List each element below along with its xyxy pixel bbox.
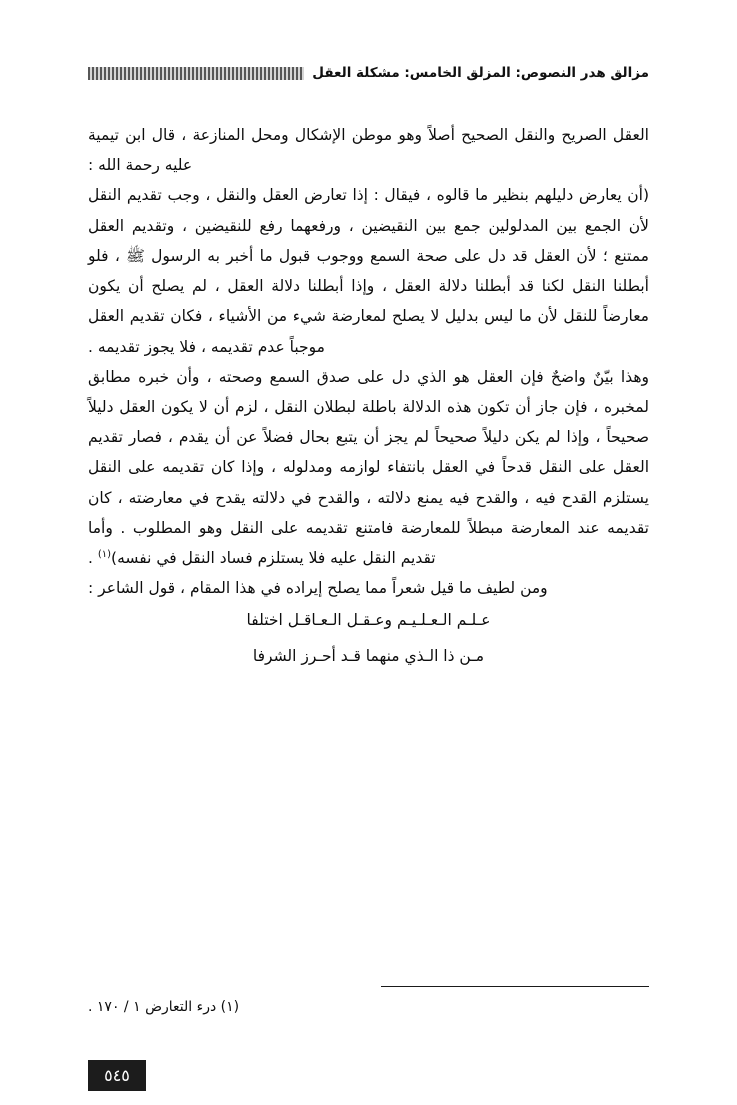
verse-line-1: عـلـم الـعـلـيـم وعـقـل الـعـاقـل اختلفا [246, 610, 491, 629]
footnote-separator [381, 986, 649, 987]
page-number-badge: ٥٤٥ [88, 1060, 146, 1091]
paragraph-poetry-intro: ومن لطيف ما قيل شعراً مما يصلح إيراده في هذا المقام ، قول الشاعر : [88, 579, 548, 598]
page-content [88, 120, 649, 673]
paragraph-comment [88, 362, 649, 574]
page-header [88, 62, 649, 84]
page-header-title: مزالق هدر النصوص: المزلق الخامس: مشكلة العقل [312, 65, 649, 81]
footnote-text: (١) درء التعارض ١ / ١٧٠ . [88, 999, 240, 1015]
footnote-marker: (١) [97, 548, 112, 560]
paragraph-intro: العقل الصريح والنقل الصحيح أصلاً وهو موطن الإشكال ومحل المنازعة ، قال ابن تيمية عليه رحمة الله : [88, 126, 649, 175]
footnote-area [88, 986, 649, 1015]
comment-text: وهذا بيّنٌ واضحٌ فإن العقل هو الذي دل على صدق السمع وصحته ، وأن خبره مطابق لمخبره ، فإن جاز أن تكون هذه الدلالة باطلة لبطلان النقل ، لزم أن لا يكون العقل دليلاً صحيحاً ، وإذا لم يكن دليلاً صحيحاً لم يجز أن يتبع بحال فضلاً عن أن يقدم ، فصار تقديم العقل على النقل قدحاً في العقل بانتفاء لوازمه ومدلوله ، وإذا كان تقديمه على النقل يستلزم القدح فيه ، والقدح فيه يمنع دلالته ، والقدح في دلالته يقدح في معارضته ، كان تقديمه عند المعارضة مبطلاً للمعارضة فامتنع تقديمه على النقل وهو المطلوب . وأما تقديم النقل عليه فلا يستلزم فساد النقل في نفسه) [88, 367, 649, 568]
comment-end: . [88, 549, 98, 568]
verse-line-2: مـن ذا الـذي منهما قـد أحـرز الشرفا [252, 647, 485, 666]
paragraph-quote: (أن يعارض دليلهم بنظير ما قالوه ، فيقال : إذا تعارض العقل والنقل ، وجب تقديم النقل لأن الجمع بين المدلولين جمع بين النقيضين ، ورفعهما رفع للنقيضين ، وتقديم العقل ممتنع ؛ لأن العقل قد دل على صحة السمع ووجوب قبول ما أخبر به الرسول ﷺ ، فلو أبطلنا النقل لكنا قد أبطلنا دلالة العقل ، وإذا أبطلنا دلالة العقل ، لم يصلح أن يكون معارضاً للنقل لأن ما ليس بدليل لا يصلح لمعارضة شيء من الأشياء ، فكان تقديم العقل موجباً عدم تقديمه ، فلا يجوز تقديمه . [88, 186, 649, 356]
hatched-rule-icon [88, 67, 304, 80]
